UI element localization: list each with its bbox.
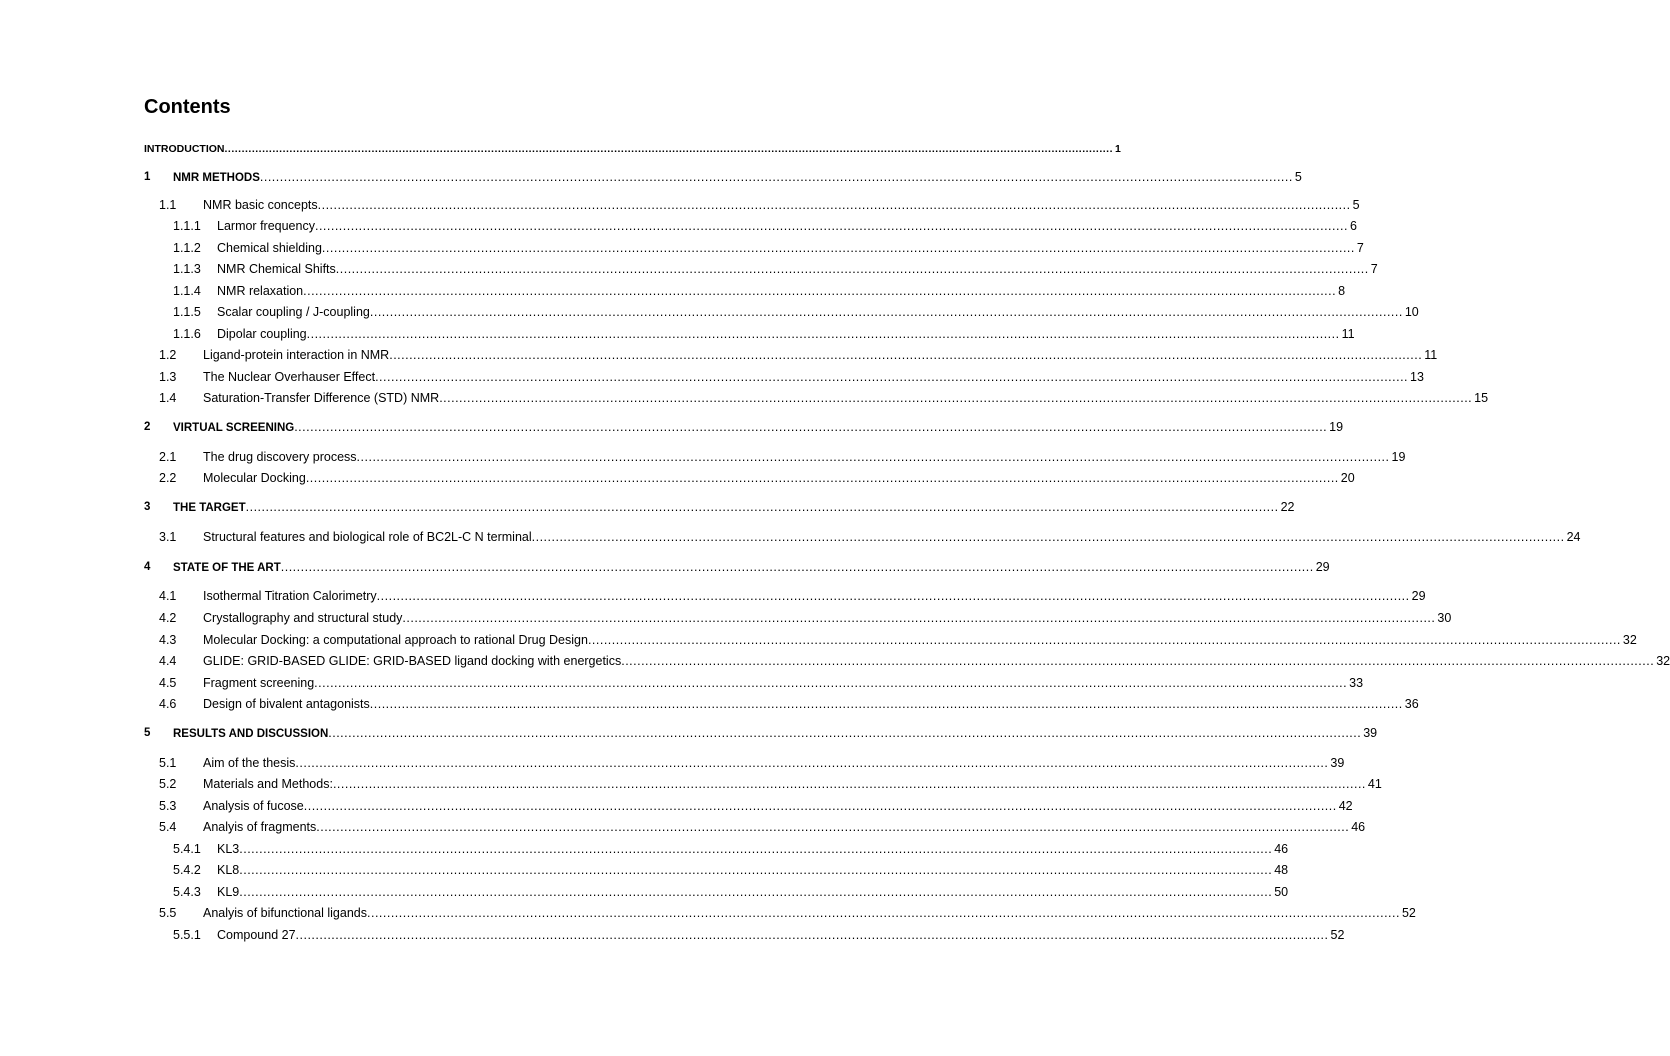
- toc-entry-page-number: 46: [1274, 842, 1289, 856]
- toc-entry-number: 4: [144, 561, 151, 573]
- toc-entry[interactable]: [144, 282, 1346, 300]
- toc-entry-page-number: 46: [1351, 820, 1366, 834]
- toc-entry-page-number: 20: [1340, 471, 1355, 485]
- toc-entry-title: Analyis of bifunctional ligands: [203, 906, 367, 920]
- dot-leader: ....................................................................................................................................................................................................................................................................: [328, 726, 1362, 740]
- dot-leader: ....................................................................................................................................................................................................................................................................: [356, 450, 1390, 464]
- dot-leader: ....................................................................................................................................................................................................................................................................: [389, 348, 1423, 362]
- toc-entry-title: Aim of the thesis: [203, 756, 296, 770]
- dot-leader: ....................................................................................................................................................................................................................................................................: [295, 928, 1329, 942]
- toc-entry[interactable]: [144, 418, 1344, 436]
- toc-entry-number: 4.5: [159, 676, 177, 690]
- toc-entry-page-number: 10: [1404, 305, 1419, 319]
- dot-leader: ....................................................................................................................................................................................................................................................................: [369, 697, 1403, 711]
- toc-entry-page-number: 39: [1363, 726, 1378, 740]
- dot-leader: ....................................................................................................................................................................................................................................................................: [280, 560, 1314, 574]
- toc-entry-number: 1.1.2: [173, 241, 201, 255]
- toc-entry-title: Dipolar coupling: [217, 327, 307, 341]
- toc-entry-title: THE TARGET: [173, 502, 246, 514]
- toc-entry[interactable]: [144, 652, 1670, 670]
- toc-entry[interactable]: [144, 558, 1330, 576]
- toc-entry-number: 1.1.5: [173, 305, 201, 319]
- dot-leader: ....................................................................................................................................................................................................................................................................: [367, 906, 1400, 920]
- toc-entry-page-number: 22: [1280, 500, 1295, 514]
- toc-entry-page-number: 50: [1274, 885, 1289, 899]
- toc-entry-page-number: 48: [1274, 863, 1289, 877]
- toc-entry-title: NMR basic concepts: [203, 198, 318, 212]
- toc-entry-page-number: 29: [1411, 589, 1426, 603]
- dot-leader: ....................................................................................................................................................................................................................................................................: [376, 589, 1410, 603]
- dot-leader: ....................................................................................................................................................................................................................................................................: [294, 420, 1328, 434]
- toc-entry-number: 5.5.1: [173, 928, 201, 942]
- toc-entry-page-number: 7: [1370, 262, 1378, 276]
- toc-entry-number: 5.4.1: [173, 842, 201, 856]
- toc-entry-page-number: 32: [1656, 654, 1670, 668]
- toc-entry-number: 1.2: [159, 348, 177, 362]
- toc-entry[interactable]: [144, 498, 1295, 516]
- dot-leader: ....................................................................................................................................................................................................................................................................: [621, 654, 1655, 668]
- dot-leader: ....................................................................................................................................................................................................................................................................: [239, 885, 1273, 899]
- dot-leader: ....................................................................................................................................................................................................................................................................: [316, 820, 1350, 834]
- toc-entry-title: The Nuclear Overhauser Effect: [203, 370, 376, 384]
- toc-entry-number: 5.1: [159, 756, 177, 770]
- toc-entry[interactable]: [144, 217, 1357, 235]
- toc-entry[interactable]: [144, 346, 1438, 364]
- toc-entry-number: 5.3: [159, 799, 177, 813]
- toc-entry-number: 4.6: [159, 697, 177, 711]
- toc-entry-page-number: 15: [1474, 391, 1489, 405]
- toc-entry-number: 1.3: [159, 370, 177, 384]
- dot-leader: ....................................................................................................................................................................................................................................................................: [369, 305, 1403, 319]
- dot-leader: ....................................................................................................................................................................................................................................................................: [303, 284, 1337, 298]
- toc-entry[interactable]: [144, 695, 1419, 713]
- toc-entry-page-number: 1: [1114, 143, 1121, 155]
- toc-entry[interactable]: [144, 368, 1424, 386]
- toc-entry[interactable]: [144, 883, 1289, 901]
- toc-entry-page-number: 39: [1330, 756, 1345, 770]
- dot-leader: ....................................................................................................................................................................................................................................................................: [239, 863, 1273, 877]
- toc-entry-title: Compound 27: [217, 928, 296, 942]
- toc-entry[interactable]: [144, 904, 1416, 922]
- toc-entry-page-number: 32: [1622, 633, 1637, 647]
- toc-entry-page-number: 19: [1329, 420, 1344, 434]
- toc-entry-number: 1.1: [159, 198, 177, 212]
- toc-entry-title: KL8: [217, 863, 240, 877]
- toc-entry[interactable]: [144, 448, 1406, 466]
- toc-entry-title: NMR relaxation: [217, 284, 304, 298]
- toc-entry-page-number: 29: [1315, 560, 1330, 574]
- toc-entry-page-number: 11: [1341, 327, 1355, 341]
- dot-leader: ....................................................................................................................................................................................................................................................................: [239, 842, 1273, 856]
- toc-entry[interactable]: [144, 303, 1419, 321]
- dot-leader: ....................................................................................................................................................................................................................................................................: [317, 198, 1351, 212]
- toc-entry-number: 1.4: [159, 391, 177, 405]
- toc-entry-title: Chemical shielding: [217, 241, 322, 255]
- toc-entry[interactable]: [144, 528, 1581, 546]
- toc-entry-page-number: 24: [1566, 530, 1581, 544]
- toc-entry-number: 1.1.1: [173, 219, 201, 233]
- toc-entry-title: STATE OF THE ART: [173, 562, 281, 574]
- toc-entry[interactable]: [144, 140, 1121, 158]
- toc-entry-title: Saturation-Transfer Difference (STD) NMR: [203, 391, 440, 405]
- toc-entry-number: 5: [144, 727, 151, 739]
- toc-entry[interactable]: [144, 325, 1355, 343]
- dot-leader: ....................................................................................................................................................................................................................................................................: [224, 143, 1113, 155]
- toc-entry-title: Analysis of fucose: [203, 799, 304, 813]
- toc-entry-title: INTRODUCTION: [144, 143, 225, 155]
- toc-entry-page-number: 6: [1349, 219, 1357, 233]
- toc-entry-title: Materials and Methods:: [203, 777, 333, 791]
- toc-entry[interactable]: [144, 587, 1426, 605]
- dot-leader: ....................................................................................................................................................................................................................................................................: [531, 530, 1565, 544]
- toc-entry[interactable]: [144, 861, 1289, 879]
- toc-entry-title: GLIDE: GRID-BASED GLIDE: GRID-BASED ligand docking with energetics: [203, 654, 622, 668]
- toc-entry-number: 1.1.3: [173, 262, 201, 276]
- toc-entry[interactable]: [144, 818, 1366, 836]
- dot-leader: ....................................................................................................................................................................................................................................................................: [332, 777, 1366, 791]
- toc-entry-title: Design of bivalent antagonists: [203, 697, 370, 711]
- dot-leader: ....................................................................................................................................................................................................................................................................: [321, 241, 1355, 255]
- toc-entry-page-number: 8: [1338, 284, 1346, 298]
- toc-entry-title: Larmor frequency: [217, 219, 315, 233]
- toc-entry[interactable]: [144, 609, 1452, 627]
- dot-leader: ....................................................................................................................................................................................................................................................................: [259, 170, 1293, 184]
- toc-entry-number: 3.1: [159, 530, 177, 544]
- toc-entry-title: NMR Chemical Shifts: [217, 262, 336, 276]
- toc-entry-page-number: 5: [1352, 198, 1360, 212]
- toc-entry[interactable]: [144, 168, 1302, 186]
- toc-entry[interactable]: [144, 631, 1637, 649]
- page-title: Contents: [144, 96, 231, 118]
- toc-entry-title: The drug discovery process: [203, 450, 357, 464]
- toc-entry-page-number: 36: [1404, 697, 1419, 711]
- toc-entry-title: Crystallography and structural study: [203, 611, 403, 625]
- toc-entry-page-number: 11: [1424, 348, 1438, 362]
- dot-leader: ....................................................................................................................................................................................................................................................................: [306, 327, 1340, 341]
- toc-entry[interactable]: [144, 754, 1345, 772]
- toc-entry-title: Isothermal Titration Calorimetry: [203, 589, 377, 603]
- toc-entry-page-number: 5: [1294, 170, 1302, 184]
- toc-entry-number: 5.2: [159, 777, 177, 791]
- dot-leader: ....................................................................................................................................................................................................................................................................: [305, 471, 1339, 485]
- toc-entry[interactable]: [144, 840, 1289, 858]
- toc-entry-number: 1: [144, 171, 151, 183]
- toc-entry-title: Structural features and biological role of BC2L-C N terminal: [203, 530, 532, 544]
- toc-entry-number: 3: [144, 501, 151, 513]
- toc-entry-page-number: 52: [1330, 928, 1345, 942]
- toc-entry-number: 4.3: [159, 633, 177, 647]
- toc-entry[interactable]: [144, 724, 1378, 742]
- toc-entry[interactable]: [144, 674, 1364, 692]
- dot-leader: ....................................................................................................................................................................................................................................................................: [375, 370, 1409, 384]
- dot-leader: ....................................................................................................................................................................................................................................................................: [587, 633, 1621, 647]
- toc-entry-title: Analyis of fragments: [203, 820, 317, 834]
- dot-leader: ....................................................................................................................................................................................................................................................................: [245, 500, 1279, 514]
- toc-entry[interactable]: [144, 196, 1360, 214]
- toc-entry[interactable]: [144, 926, 1345, 944]
- toc-entry-page-number: 52: [1401, 906, 1416, 920]
- dot-leader: ....................................................................................................................................................................................................................................................................: [439, 391, 1473, 405]
- toc-entry-number: 2.1: [159, 450, 177, 464]
- toc-entry-number: 4.1: [159, 589, 177, 603]
- toc-entry[interactable]: [144, 469, 1355, 487]
- toc-entry-page-number: 30: [1437, 611, 1452, 625]
- toc-entry-number: 1.1.4: [173, 284, 201, 298]
- toc-entry-number: 4.2: [159, 611, 177, 625]
- toc-entry-page-number: 33: [1349, 676, 1364, 690]
- table-of-contents: [144, 0, 1670, 1056]
- toc-entry-title: RESULTS AND DISCUSSION: [173, 728, 329, 740]
- toc-entry-page-number: 13: [1410, 370, 1424, 384]
- toc-entry-number: 2.2: [159, 471, 177, 485]
- toc-entry-page-number: 42: [1338, 799, 1353, 813]
- toc-entry-title: Fragment screening: [203, 676, 315, 690]
- dot-leader: ....................................................................................................................................................................................................................................................................: [402, 611, 1436, 625]
- toc-entry[interactable]: [144, 239, 1364, 257]
- dot-leader: ....................................................................................................................................................................................................................................................................: [303, 799, 1337, 813]
- toc-entry-title: NMR METHODS: [173, 172, 260, 184]
- toc-entry-page-number: 19: [1391, 450, 1406, 464]
- toc-entry[interactable]: [144, 797, 1353, 815]
- toc-entry[interactable]: [144, 389, 1489, 407]
- toc-entry-title: Ligand-protein interaction in NMR: [203, 348, 390, 362]
- toc-entry[interactable]: [144, 775, 1382, 793]
- toc-entry-number: 5.4.2: [173, 863, 201, 877]
- dot-leader: ....................................................................................................................................................................................................................................................................: [314, 219, 1348, 233]
- dot-leader: ....................................................................................................................................................................................................................................................................: [314, 676, 1348, 690]
- toc-entry-page-number: 41: [1367, 777, 1382, 791]
- toc-entry-number: 5.4: [159, 820, 177, 834]
- toc-entry-title: VIRTUAL SCREENING: [173, 422, 295, 434]
- toc-entry[interactable]: [144, 260, 1378, 278]
- toc-entry-page-number: 7: [1356, 241, 1364, 255]
- toc-entry-title: KL3: [217, 842, 240, 856]
- toc-entry-number: 5.4.3: [173, 885, 201, 899]
- dot-leader: ....................................................................................................................................................................................................................................................................: [295, 756, 1329, 770]
- toc-entry-title: Molecular Docking: [203, 471, 306, 485]
- toc-entry-title: Molecular Docking: a computational approach to rational Drug Design: [203, 633, 588, 647]
- toc-entry-number: 2: [144, 421, 151, 433]
- dot-leader: ....................................................................................................................................................................................................................................................................: [335, 262, 1369, 276]
- toc-entry-number: 1.1.6: [173, 327, 201, 341]
- toc-entry-number: 4.4: [159, 654, 177, 668]
- toc-entry-title: Scalar coupling / J-coupling: [217, 305, 370, 319]
- toc-entry-number: 5.5: [159, 906, 177, 920]
- toc-entry-title: KL9: [217, 885, 240, 899]
